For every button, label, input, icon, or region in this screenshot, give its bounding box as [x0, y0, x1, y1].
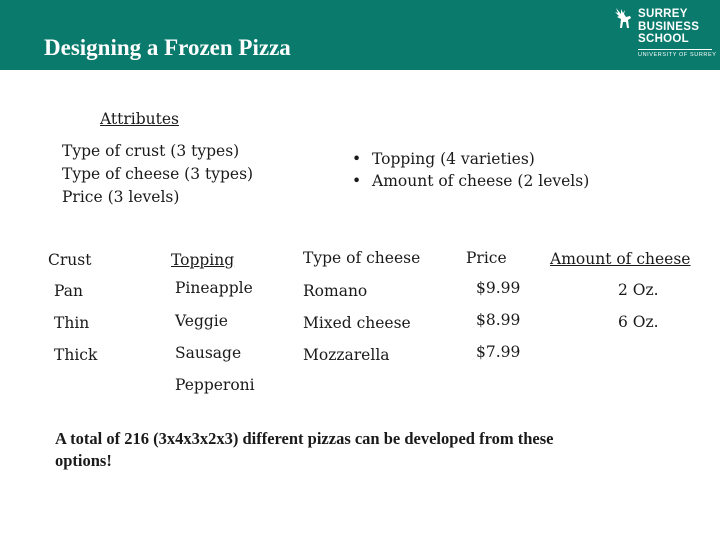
cheese-amount-cell: 2 Oz.: [618, 281, 659, 299]
column-header-price: Price: [466, 249, 507, 267]
topping-cell: Veggie: [175, 312, 228, 330]
cheese-amount-cell: 6 Oz.: [618, 313, 659, 331]
price-cell: $9.99: [476, 279, 521, 297]
bullet-item: • Amount of cheese (2 levels): [352, 172, 590, 190]
attribute-item: Type of cheese (3 types): [62, 165, 254, 183]
logo-wordmark: SURREY BUSINESS SCHOOL: [638, 8, 700, 45]
column-header-topping: Topping: [171, 251, 235, 269]
attributes-heading: Attributes: [100, 110, 180, 128]
surrey-business-school-logo: [610, 6, 717, 66]
stag-icon: [610, 6, 636, 36]
bullet-item: • Topping (4 varieties): [352, 150, 535, 168]
logo-university: UNIVERSITY OF SURREY: [638, 52, 717, 58]
crust-cell: Thin: [54, 314, 90, 332]
bullet-glyph: •: [352, 172, 362, 190]
slide-header: [0, 0, 720, 70]
column-header-cheese-type: Type of cheese: [303, 249, 421, 267]
column-header-cheese-amount: Amount of cheese: [550, 250, 691, 268]
crust-cell: Pan: [54, 282, 83, 300]
cheese-type-cell: Mozzarella: [303, 346, 390, 364]
cheese-type-cell: Mixed cheese: [303, 314, 411, 332]
price-cell: $8.99: [476, 311, 521, 329]
crust-cell: Thick: [54, 346, 98, 364]
bullet-glyph: •: [352, 150, 362, 168]
topping-cell: Pineapple: [175, 279, 253, 297]
topping-cell: Pepperoni: [175, 376, 255, 394]
cheese-type-cell: Romano: [303, 282, 368, 300]
price-cell: $7.99: [476, 343, 521, 361]
topping-cell: Sausage: [175, 344, 242, 362]
attribute-item: Type of crust (3 types): [62, 142, 240, 160]
logo-divider: [638, 49, 712, 50]
conclusion-text: A total of 216 (3x4x3x2x3) different pizzas can be developed from these options!: [55, 429, 554, 470]
attribute-item: Price (3 levels): [62, 188, 180, 206]
attribute-list: [62, 140, 253, 209]
attribute-bullet-list: [352, 148, 589, 192]
column-header-crust: Crust: [48, 251, 92, 269]
slide-title: Designing a Frozen Pizza: [44, 35, 291, 60]
